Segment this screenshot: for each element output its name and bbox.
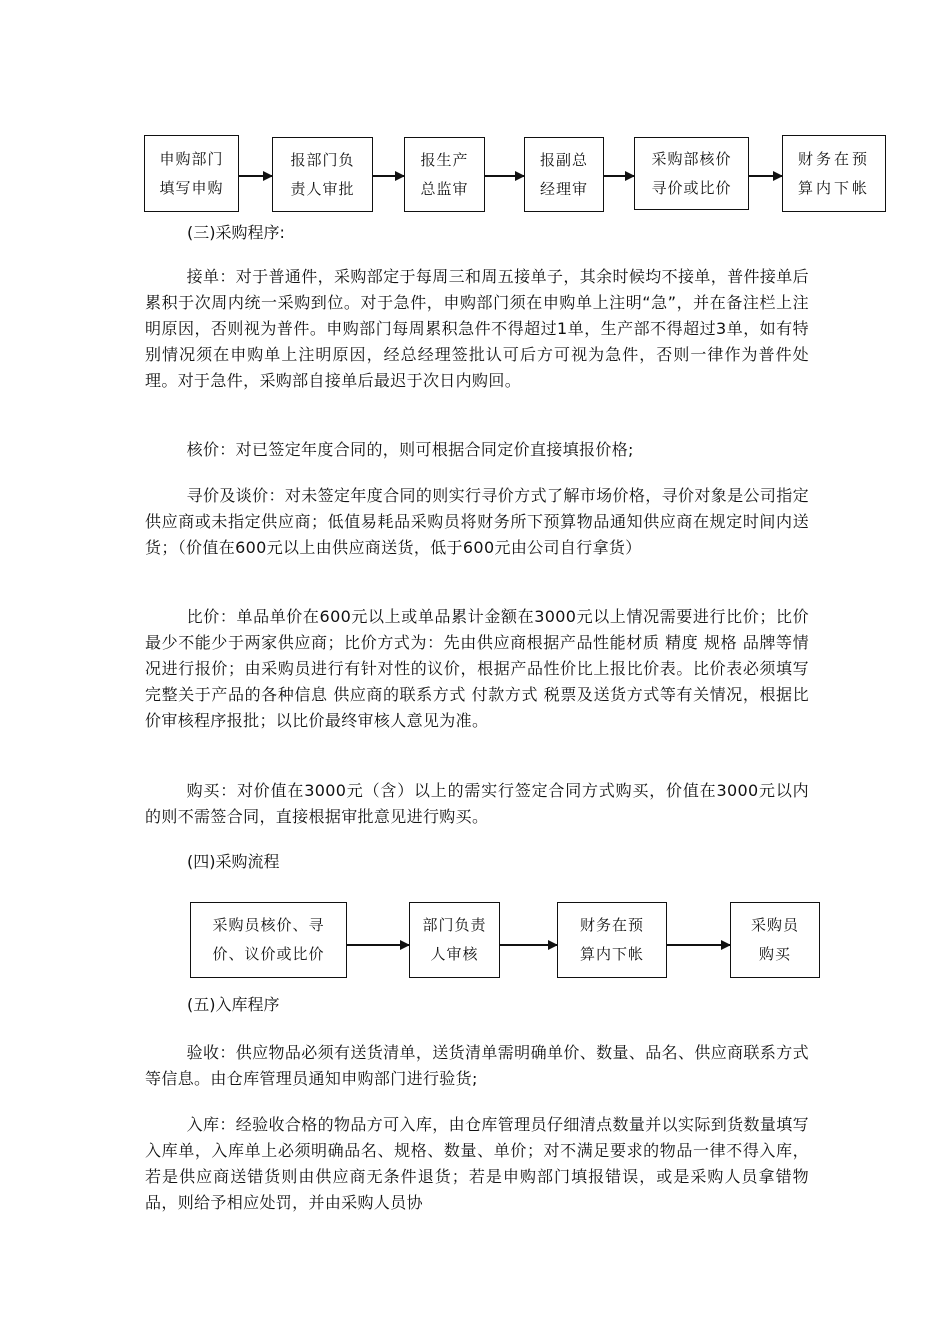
flow1-arrow-1 <box>239 175 272 177</box>
flow2-arrow-1 <box>347 944 409 946</box>
flow1-step-3 <box>404 137 485 212</box>
flow2-step-1 <box>190 902 347 978</box>
flow2-step-2-line2: 人审核 <box>430 945 479 963</box>
paragraph-warehousing: 入库：经验收合格的物品方可入库，由仓库管理员仔细清点数量并以实际到货数量填写入库单，入库单上必须明确品名、规格、数量、单价；对不满足要求的物品一律不得入库，若是供应商送错货则由供应商无条件退货；若是申购部门填报错误，或是采购人员拿错物品，则给予相应处罚，并由采购人员协 <box>145 1115 809 1212</box>
paragraph-order-intake: 接单：对于普通件，采购部定于每周三和周五接单子，其余时候均不接单，普件接单后累积于次周内统一采购到位。对于急件，申购部门须在申购单上注明“急”，并在备注栏上注明原因，否则视为普件。申购部门每周累积急件不得超过1单，生产部不得超过3单，如有特别情况须在申购单上注明原因，经总经理签批认可后方可视为急件，否则一律作为普件处理。对于急件，采购部自接单后最迟于次日内购回。 <box>145 267 809 390</box>
flow1-step-6-line2: 算内下帐 <box>797 178 870 197</box>
flow1-step-1 <box>144 135 239 212</box>
flow1-step-4-line2: 经理审 <box>539 179 588 198</box>
flow1-arrow-2 <box>373 175 404 177</box>
flow1-step-5 <box>634 137 749 210</box>
flow1-step-4 <box>524 137 604 212</box>
flow1-step-2-line1: 报部门负 <box>290 150 355 169</box>
flow1-arrow-3 <box>485 175 524 177</box>
flow1-step-6 <box>782 135 886 212</box>
paragraph-inquiry-negotiation: 寻价及谈价：对未签定年度合同的则实行寻价方式了解市场价格，寻价对象是公司指定供应商或未指定供应商；低值易耗品采购员将财务所下预算物品通知供应商在规定时间内送货；（价值在600元以上由供应商送货，低于600元由公司自行拿货） <box>145 486 809 557</box>
flow1-step-2-line2: 责人审批 <box>290 179 355 198</box>
flow1-step-3-line2: 总监审 <box>420 179 469 198</box>
flow2-step-1-line2: 价、议价或比价 <box>212 945 325 963</box>
flow1-arrow-5 <box>749 175 782 177</box>
flow2-step-3 <box>557 902 667 978</box>
flow2-step-4-line2: 购买 <box>758 945 791 963</box>
paragraph-inspection: 验收：供应物品必须有送货清单，送货清单需明确单价、数量、品名、供应商联系方式等信息。由仓库管理员通知申购部门进行验货; <box>145 1043 809 1088</box>
flow1-step-5-line2: 寻价或比价 <box>651 178 732 197</box>
flow1-step-2 <box>272 137 373 212</box>
paragraph-price-comparison: 比价：单品单价在600元以上或单品累计金额在3000元以上情况需要进行比价；比价最少不能少于两家供应商；比价方式为：先由供应商根据产品性能材质 精度 规格 品牌等情况进行报价；由采购员进行有针对性的议价，根据产品性价比上报比价表。比价表必须填写完整关于产品的各种信息 供应商的联系方式 付款方式 税票及送货方式等有关情况，根据比价审核程序报批；以比价最终审核人意见为准。 <box>145 607 809 730</box>
flow1-step-3-line1: 报生产 <box>420 150 469 169</box>
flow2-step-4 <box>730 902 820 978</box>
flow1-step-6-line1: 财务在预 <box>797 149 870 168</box>
section-3-heading: (三)采购程序: <box>187 223 285 242</box>
flow2-step-2-line1: 部门负责 <box>422 916 487 934</box>
paragraph-purchase: 购买：对价值在3000元（含）以上的需实行签定合同方式购买，价值在3000元以内的则不需签合同，直接根据审批意见进行购买。 <box>145 781 809 826</box>
flow1-arrow-4 <box>604 175 634 177</box>
flow2-arrow-2 <box>500 944 557 946</box>
section-5-heading: (五)入库程序 <box>187 995 280 1014</box>
flow2-step-2 <box>409 902 500 978</box>
flow1-step-5-line1: 采购部核价 <box>651 149 732 168</box>
flow2-step-3-line1: 财务在预 <box>579 916 644 934</box>
flow2-step-1-line1: 采购员核价、寻 <box>212 916 325 934</box>
section-4-heading: (四)采购流程 <box>187 852 280 871</box>
flow1-step-4-line1: 报副总 <box>539 150 588 169</box>
flow1-step-1-line2: 填写申购 <box>159 178 224 197</box>
flow2-step-4-line1: 采购员 <box>750 916 799 934</box>
flow2-arrow-3 <box>667 944 730 946</box>
flow1-step-1-line1: 申购部门 <box>159 149 224 168</box>
flow2-step-3-line2: 算内下帐 <box>579 945 644 963</box>
paragraph-pricing: 核价：对已签定年度合同的，则可根据合同定价直接填报价格; <box>186 440 634 459</box>
